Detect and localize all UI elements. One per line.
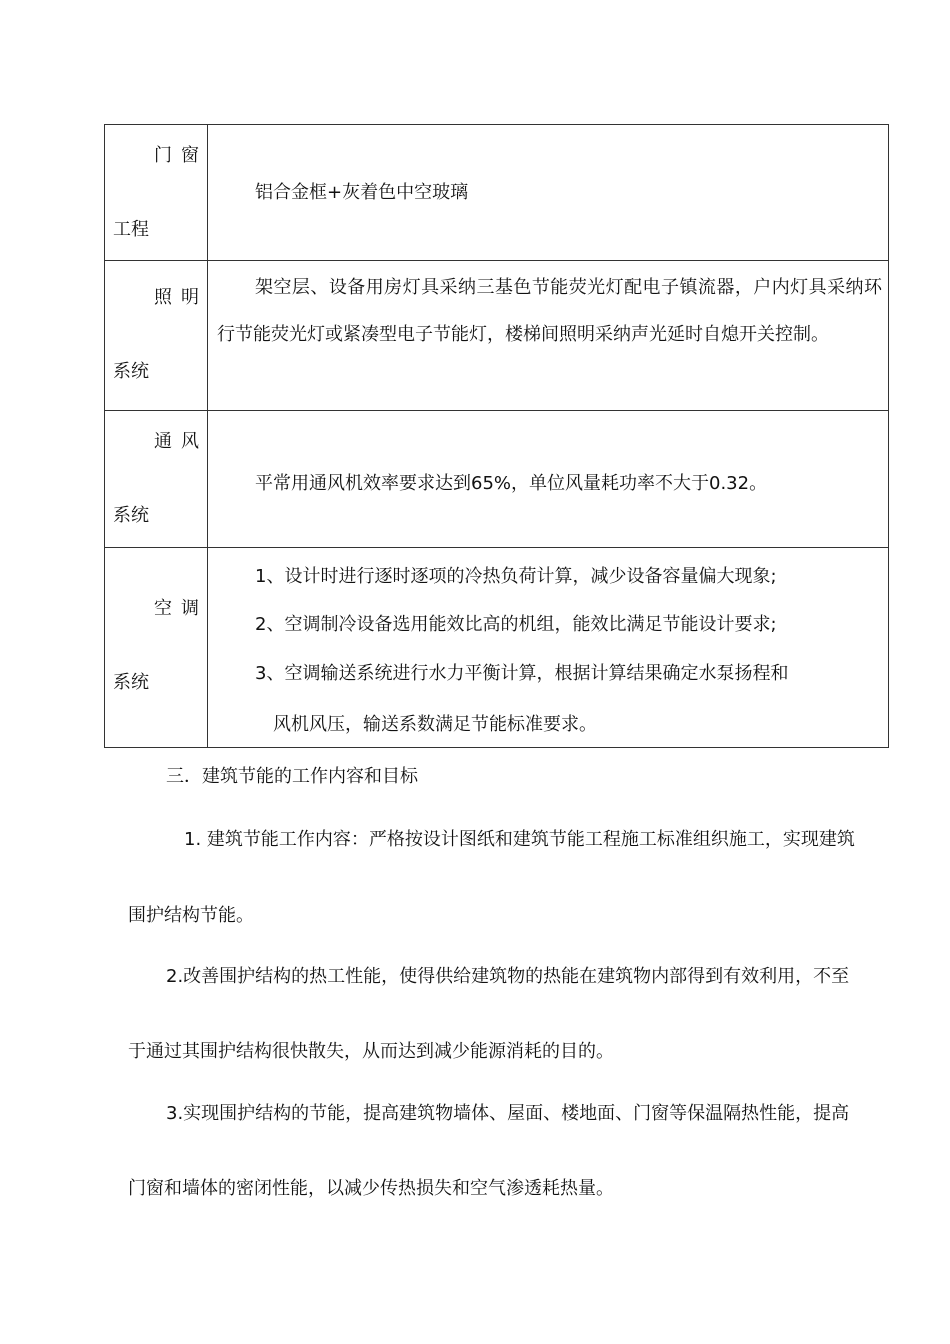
row-content-cell [208, 261, 889, 411]
row-label-cell [105, 125, 208, 261]
row-label-bottom: 工程 [113, 219, 149, 240]
table-row [105, 261, 889, 411]
paragraph-line: 1. 建筑节能工作内容：严格按设计图纸和建筑节能工程施工标准组织施工，实现建筑 [184, 829, 855, 850]
row-content: 平常用通风机效率要求达到65%，单位风量耗功率不大于0.32。 [255, 473, 768, 494]
table-row [105, 411, 889, 548]
row-content-cell [208, 411, 889, 548]
row-label-cell [105, 411, 208, 548]
table-row [105, 125, 889, 261]
row-label-bottom: 系统 [113, 361, 149, 382]
row-content: 架空层、设备用房灯具采纳三基色节能荧光灯配电子镇流器，户内灯具采纳环行节能荧光灯或紧凑型电子节能灯，楼梯间照明采纳声光延时自熄开关控制。 [217, 277, 882, 345]
paragraph-line: 围护结构节能。 [128, 905, 254, 926]
list-item: 2、空调制冷设备选用能效比高的机组，能效比满足节能设计要求; [255, 614, 777, 635]
row-label-cell [105, 548, 208, 748]
row-label-top: 通风 [154, 431, 208, 452]
row-label-top: 照明 [154, 287, 208, 308]
row-label-bottom: 系统 [113, 672, 149, 693]
table-row [105, 548, 889, 748]
row-content-cell [208, 548, 889, 748]
section-heading: 三．建筑节能的工作内容和目标 [166, 766, 418, 787]
row-label-top: 门窗 [154, 145, 208, 166]
list-item: 3、空调输送系统进行水力平衡计算，根据计算结果确定水泵扬程和 [255, 663, 789, 684]
paragraph-line: 3.实现围护结构的节能，提高建筑物墙体、屋面、楼地面、门窗等保温隔热性能，提高 [166, 1103, 850, 1124]
paragraph-line: 2.改善围护结构的热工性能，使得供给建筑物的热能在建筑物内部得到有效利用，不至 [166, 966, 850, 987]
energy-spec-table [104, 124, 889, 748]
paragraph-line: 于通过其围护结构很快散失，从而达到减少能源消耗的目的。 [128, 1041, 614, 1062]
row-content-cell [208, 125, 889, 261]
row-label-top: 空调 [154, 598, 208, 619]
row-content: 铝合金框+灰着色中空玻璃 [255, 182, 469, 203]
row-label-cell [105, 261, 208, 411]
row-label-bottom: 系统 [113, 505, 149, 526]
list-item: 1、设计时进行逐时逐项的冷热负荷计算，减少设备容量偏大现象; [255, 566, 777, 587]
paragraph-line: 门窗和墙体的密闭性能，以减少传热损失和空气渗透耗热量。 [128, 1178, 614, 1199]
list-item: 风机风压，输送系数满足节能标准要求。 [273, 714, 597, 735]
